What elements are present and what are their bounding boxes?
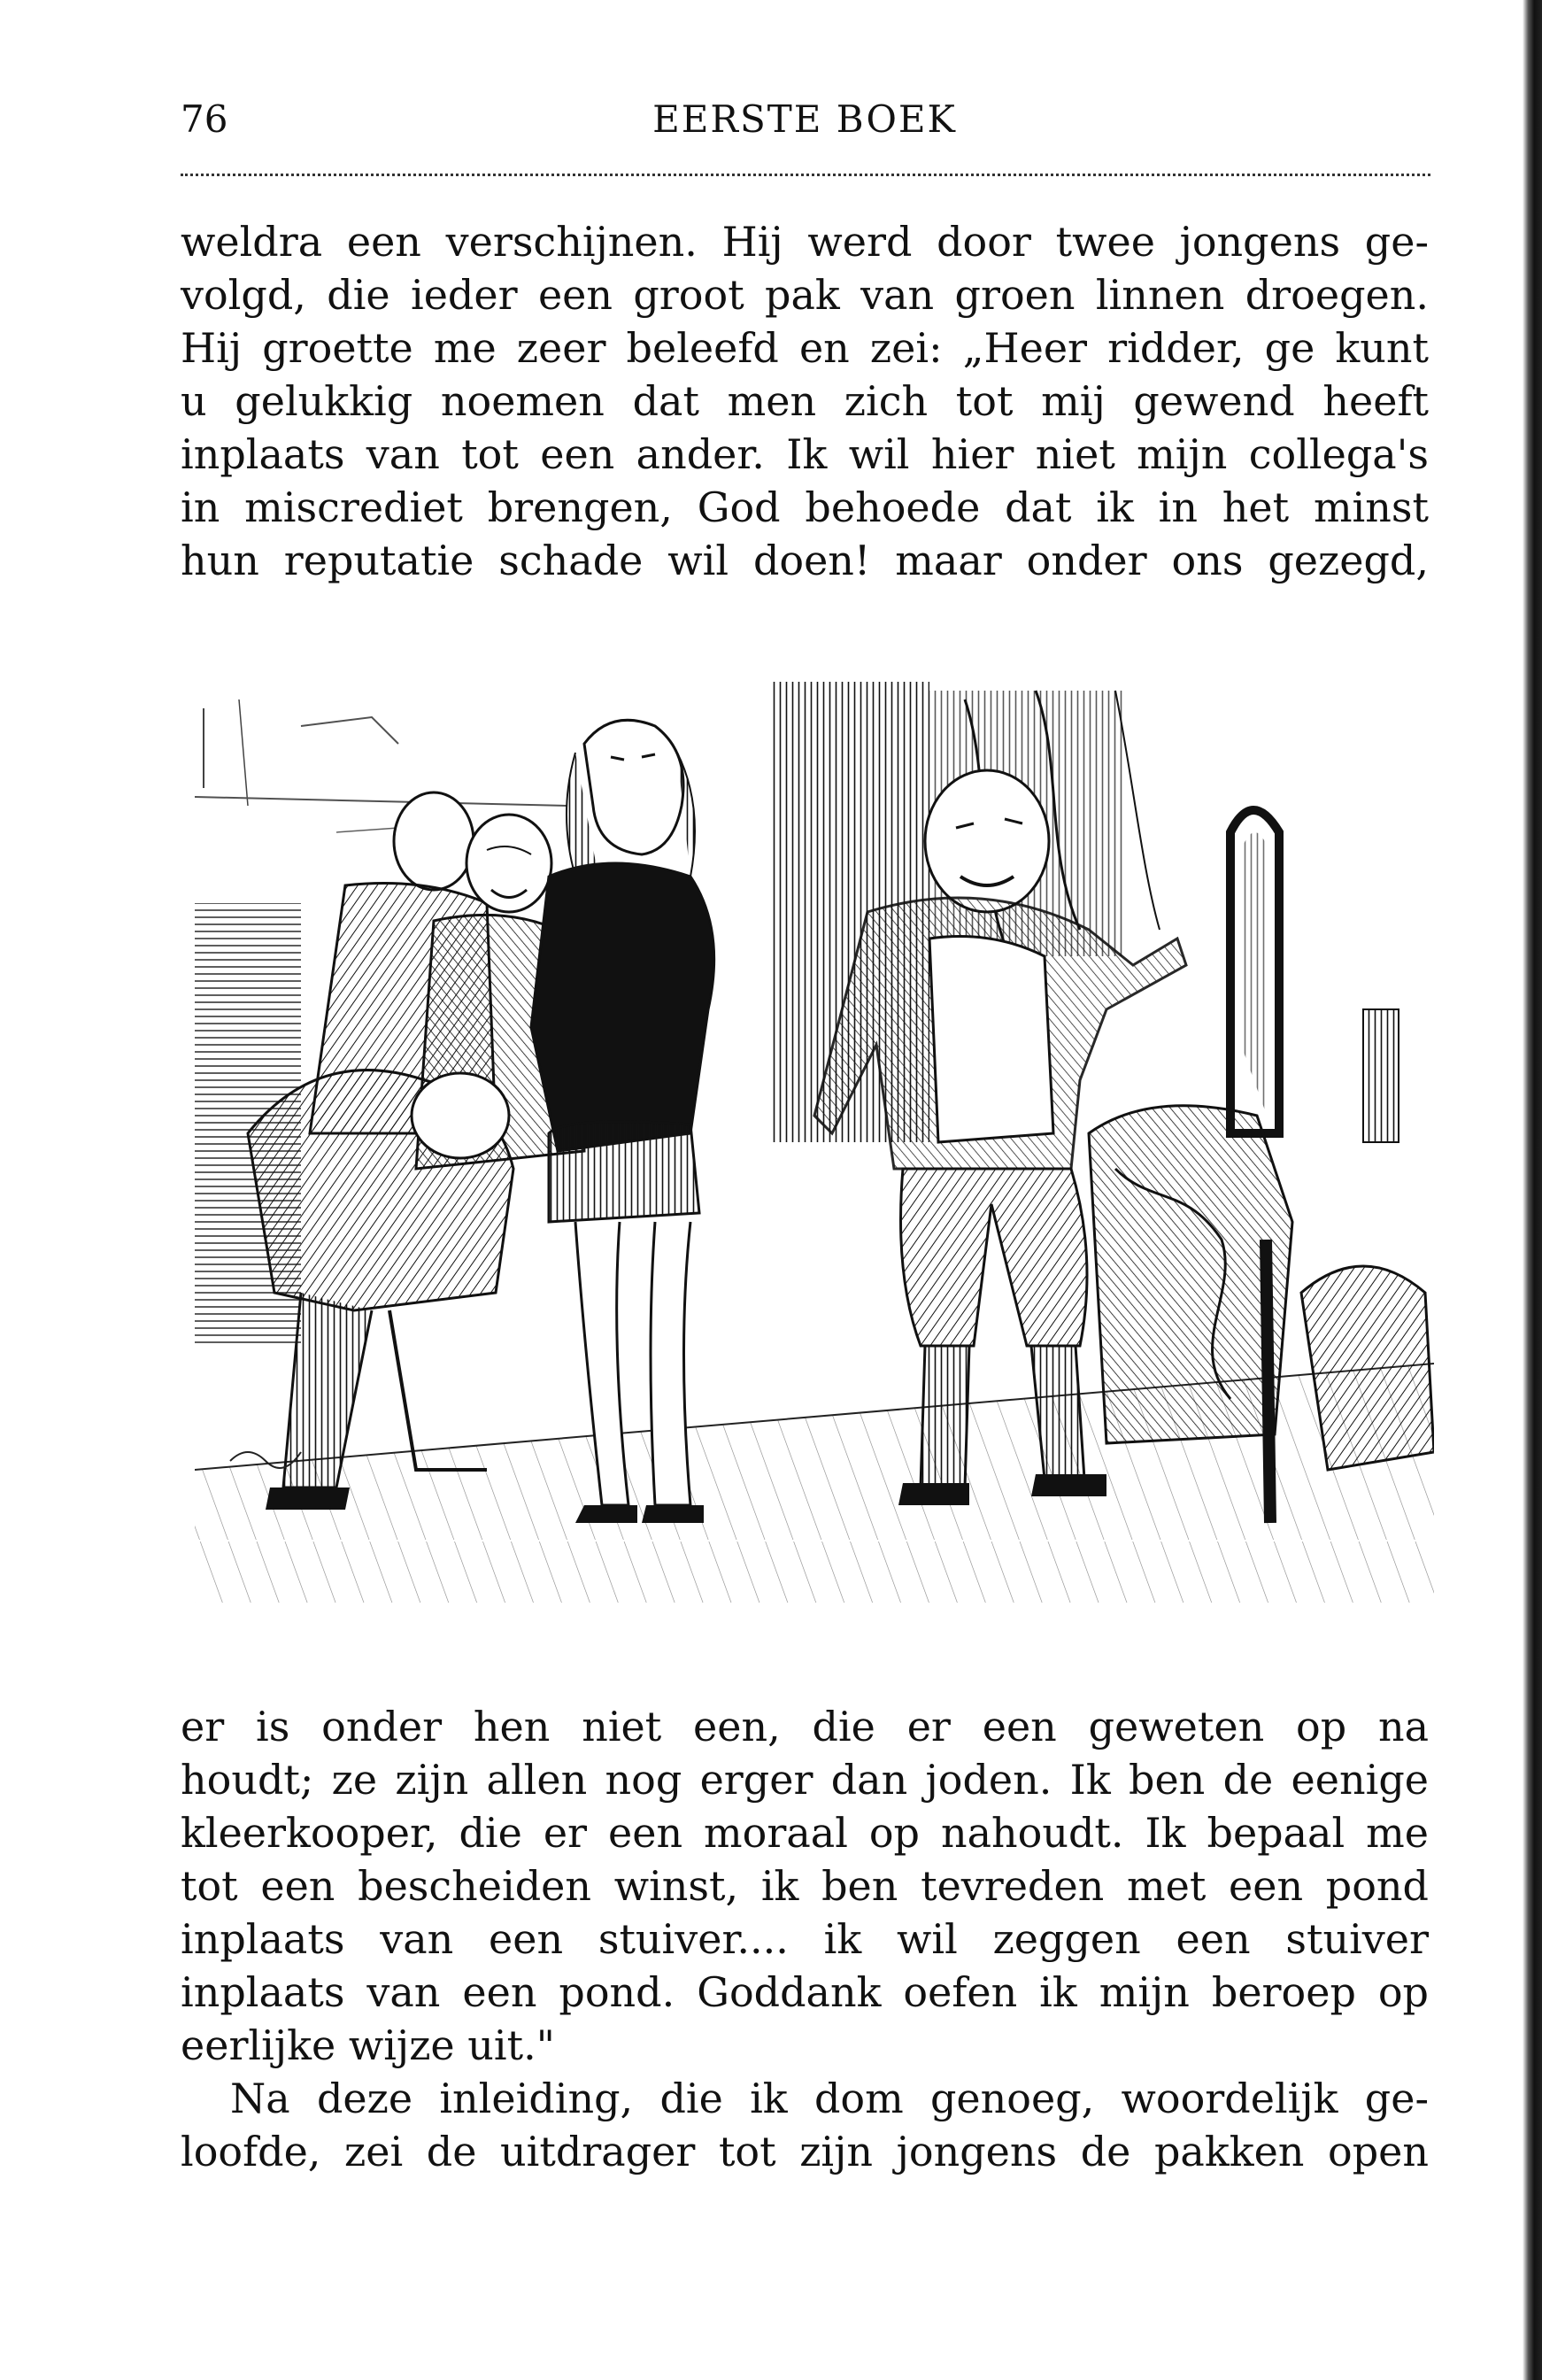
- text-line: Na deze inleiding, die ik dom genoeg, woordelijk ge-: [230, 2075, 1429, 2122]
- body-text-top: [181, 215, 1429, 587]
- text-line: in miscrediet brengen, God behoede dat ik in het minst: [181, 483, 1429, 531]
- page-header: [181, 97, 1429, 151]
- text-line: u gelukkig noemen dat men zich tot mij gewend heeft: [181, 377, 1429, 425]
- text-line: hun reputatie schade wil doen! maar onder ons gezegd,: [181, 537, 1429, 584]
- text-line: loofde, zei de uitdrager tot zijn jongens de pakken open: [181, 2128, 1429, 2175]
- header-rule: [181, 174, 1430, 176]
- text-line: inplaats van tot een ander. Ik wil hier niet mijn collega's: [181, 430, 1429, 478]
- text-line: kleerkooper, die er een moraal op nahoudt. Ik bepaal me: [181, 1809, 1429, 1857]
- text-line: houdt; ze zijn allen nog erger dan joden. Ik ben de eenige: [181, 1756, 1429, 1804]
- page-number: 76: [181, 97, 228, 141]
- text-line: tot een bescheiden winst, ik ben tevreden met een pond: [181, 1862, 1429, 1910]
- text-line: eerlijke wijze uit.": [181, 2021, 555, 2069]
- text-line: er is onder hen niet een, die er een geweten op na: [181, 1703, 1429, 1750]
- text-line: inplaats van een stuiver.... ik wil zeggen een stuiver: [181, 1915, 1429, 1963]
- mirror: [1230, 810, 1279, 1133]
- text-line: volgd, die ieder een groot pak van groen linnen droegen.: [181, 271, 1429, 319]
- body-text-bottom: [181, 1700, 1429, 2178]
- text-line: weldra een verschijnen. Hij werd door twee jongens ge-: [181, 218, 1429, 266]
- figure-young-nobleman: [531, 720, 714, 1523]
- engraving-illustration: [195, 673, 1434, 1603]
- page-edge-shadow: [1523, 0, 1542, 2380]
- text-line: Hij groette me zeer beleefd en zei: „Heer ridder, ge kunt: [181, 324, 1429, 372]
- running-head: EERSTE BOEK: [652, 97, 957, 141]
- figure-kneeling-tailor: [248, 1070, 513, 1510]
- text-line: inplaats van een pond. Goddank oefen ik mijn beroep op: [181, 1968, 1429, 2016]
